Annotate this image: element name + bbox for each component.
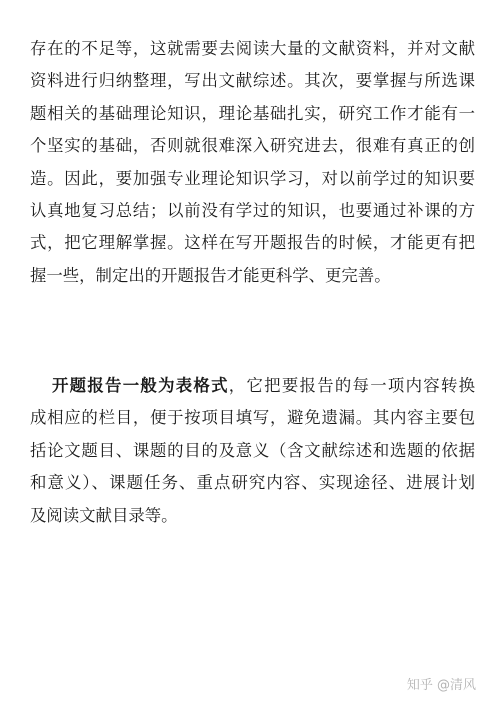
text-line: 式，把它理解掌握。这样在写开题报告的时候，才能更有把 — [30, 233, 475, 253]
text-line: 和意义）、课题任务、重点研究内容、实现途径、进展计划 — [30, 473, 475, 493]
text-line: 握一些，制定出的开题报告才能更科学、更完善。 — [30, 265, 391, 285]
text-line: 存在的不足等，这就需要去阅读大量的文献资料，并对文献 — [30, 39, 475, 58]
text-line: 及阅读文献目录等。 — [30, 505, 178, 525]
text-line: 成相应的栏目，便于按项目填写，避免遗漏。其内容主要包 — [30, 408, 475, 428]
text-line: 造。因此，要加强专业理论知识学习，对以前学过的知识要 — [30, 168, 475, 188]
paragraph-continuation — [30, 33, 475, 292]
text-line: 个坚实的基础，否则就很难深入研究进去，很难有真正的创 — [30, 136, 475, 156]
text-line-first — [30, 370, 475, 402]
bold-lead-phrase: 开题报告一般为表格式 — [52, 376, 229, 395]
text-line: 资料进行归纳整理，写出文献综述。其次，要掌握与所选课 — [30, 71, 475, 91]
text-fragment: ，它把要报告的每一项内容转换 — [228, 376, 476, 395]
zhihu-watermark: 知乎 @清风 — [406, 678, 476, 693]
paragraph-report-format — [30, 370, 475, 532]
text-line: 认真地复习总结；以前没有学过的知识，也要通过补课的方 — [30, 201, 475, 221]
text-line: 括论文题目、课题的目的及意义（含文献综述和选题的依据 — [30, 440, 475, 460]
text-line: 题相关的基础理论知识，理论基础扎实，研究工作才能有一 — [30, 103, 475, 123]
